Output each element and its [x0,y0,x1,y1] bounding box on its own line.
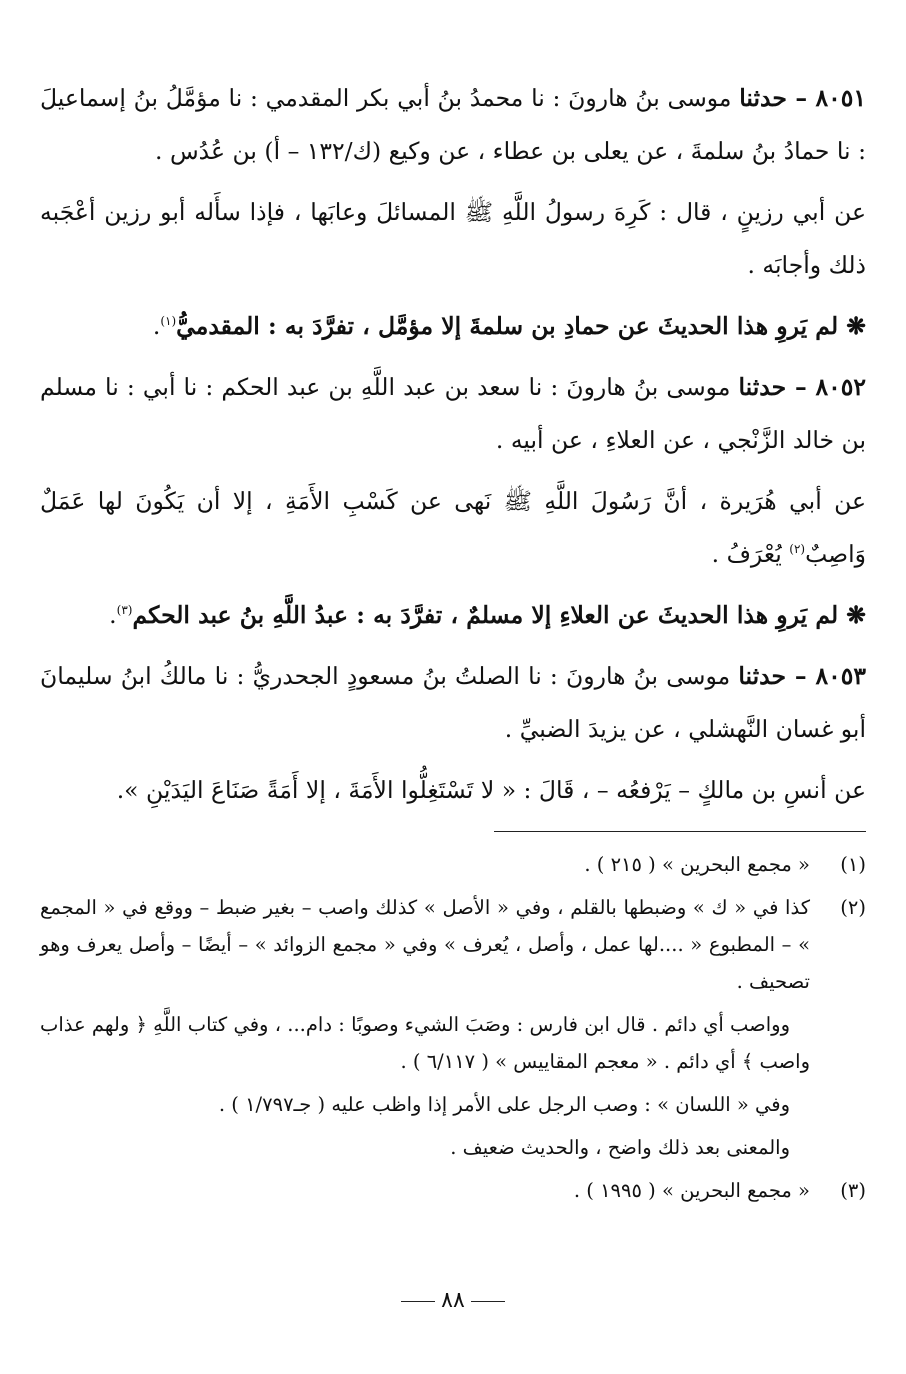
hadith-number: ٨٠٥٢ [815,373,866,401]
page-number [0,1288,906,1313]
matn-text: عن أبي هُرَيرة ، أنَّ رَسُولَ اللَّهِ ﷺ نَهى عن كَسْبِ الأَمَةِ ، إلا أن يَكُونَ لها عَمَلٌ وَاصِبٌ [40,487,866,568]
page-number-dash [401,1301,435,1302]
footnote-text: والمعنى بعد ذلك واضح ، والحديث ضعيف . [450,1136,790,1159]
footnote-3 [40,1172,866,1209]
footnote-text: « مجمع البحرين » ( ٢١٥ ) . [584,853,810,876]
page-number-dash [471,1301,505,1302]
footnote-text: وواصب أي دائم . قال ابن فارس : وصَبَ الشيء وصوبًا : دام... ، وفي كتاب اللَّهِ ﴿ ولهم عذاب واصب ﴾ أي دائم . « معجم المقاييس » ( ٦/١١٧ ) . [40,1013,810,1073]
note-period: . [152,312,161,340]
footnote-label: (١) [840,853,866,876]
hadith-isnad [40,72,866,178]
hadith-isnad [40,361,866,467]
footnote-text: « مجمع البحرين » ( ١٩٩٥ ) . [573,1179,810,1202]
note-text: لم يَروِ هذا الحديثَ عن حمادِ بن سلمةَ إلا مؤمَّل ، تفرَّدَ به : المقدميُّ [176,312,839,340]
dash-separator: – [786,662,816,690]
hadith-8053 [40,650,866,817]
isnad-text: موسى بنُ هارونَ : نا الصلتُ بنُ مسعودٍ الجحدريُّ : نا مالكُ ابنُ سليمانَ أبو غسان النَّهشلي ، عن يزيدَ الضبيِّ . [40,662,866,743]
hadith-8052 [40,361,866,642]
footnote-1 [40,846,866,883]
isnad-text: موسى بنُ هارونَ : نا سعد بن عبد اللَّهِ بن عبد الحكم : نا أبي : نا مسلم بن خالد الزَّنْجي ، عن العلاءِ ، عن أبيه . [40,373,866,454]
footnote-text: وفي « اللسان » : وصب الرجل على الأمر إذا واظب عليه ( جـ١/٧٩٧ ) . [218,1093,790,1116]
hadith-isnad [40,650,866,756]
hadith-matn: عن أبي رزينٍ ، قال : كَرِهَ رسولُ اللَّهِ ﷺ المسائلَ وعابَها ، فإذا سأَله أبو رزين أعْجَبه ذلك وأجابَه . [40,198,866,279]
footnote-label: (٢) [840,896,866,919]
footnote-marker[interactable]: (١) [160,314,177,329]
star-icon: ❋ [838,601,866,629]
isnad-lead: حدثنا [739,84,787,112]
isnad-lead: حدثنا [738,373,787,401]
note-text: لم يَروِ هذا الحديثَ عن العلاءِ إلا مسلمٌ ، تفرَّدَ به : عبدُ اللَّهِ بنُ عبد الحكم [132,601,839,629]
hadith-number: ٨٠٥٣ [815,662,866,690]
hadith-number: ٨٠٥١ [815,84,866,112]
hadith-matn: عن أنسِ بن مالكٍ – يَرْفعُه – ، قَالَ : « لا تَسْتَغِلُّوا الأَمَةَ ، إلا أَمَةً صَنَاعَ اليَدَيْنِ ». [116,776,866,804]
matn-text-end: يُعْرَفُ . [711,540,790,568]
dash-separator: – [786,84,816,112]
footnote-marker[interactable]: (٣) [116,603,133,618]
star-icon: ❋ [838,312,866,340]
footnote-2 [40,889,866,1166]
page-number-text: ٨٨ [441,1288,465,1313]
note-period: . [109,601,117,629]
isnad-text: موسى بنُ هارونَ : نا محمدُ بنُ أبي بكر المقدمي : نا مؤمَّلُ بنُ إسماعيلَ : نا حمادُ بنُ سلمةَ ، عن يعلى بن عطاء ، عن وكيع (ك/١٣٢ – أ) بن عُدُس . [40,84,866,165]
footnote-label: (٣) [840,1179,866,1202]
hadith-note [40,589,866,642]
page-body [40,72,866,1374]
hadith-8051 [40,72,866,353]
hadith-matn [40,475,866,581]
main-text [40,72,866,817]
footnotes [40,846,866,1209]
isnad-lead: حدثنا [738,662,787,690]
dash-separator: – [786,373,816,401]
footnote-separator [494,831,866,832]
footnote-text: كذا في « ك » وضبطها بالقلم ، وفي « الأصل » كذلك واصب – بغير ضبط – ووقع في « المجمع » – المطبوع « ....لها عمل ، وأصل ، يُعرف » وفي « مجمع الزوائد » – أيضًا – وأصل يعرف وهو تصحيف . [40,896,810,993]
hadith-note [40,300,866,353]
footnote-marker[interactable]: (٢) [789,542,806,557]
